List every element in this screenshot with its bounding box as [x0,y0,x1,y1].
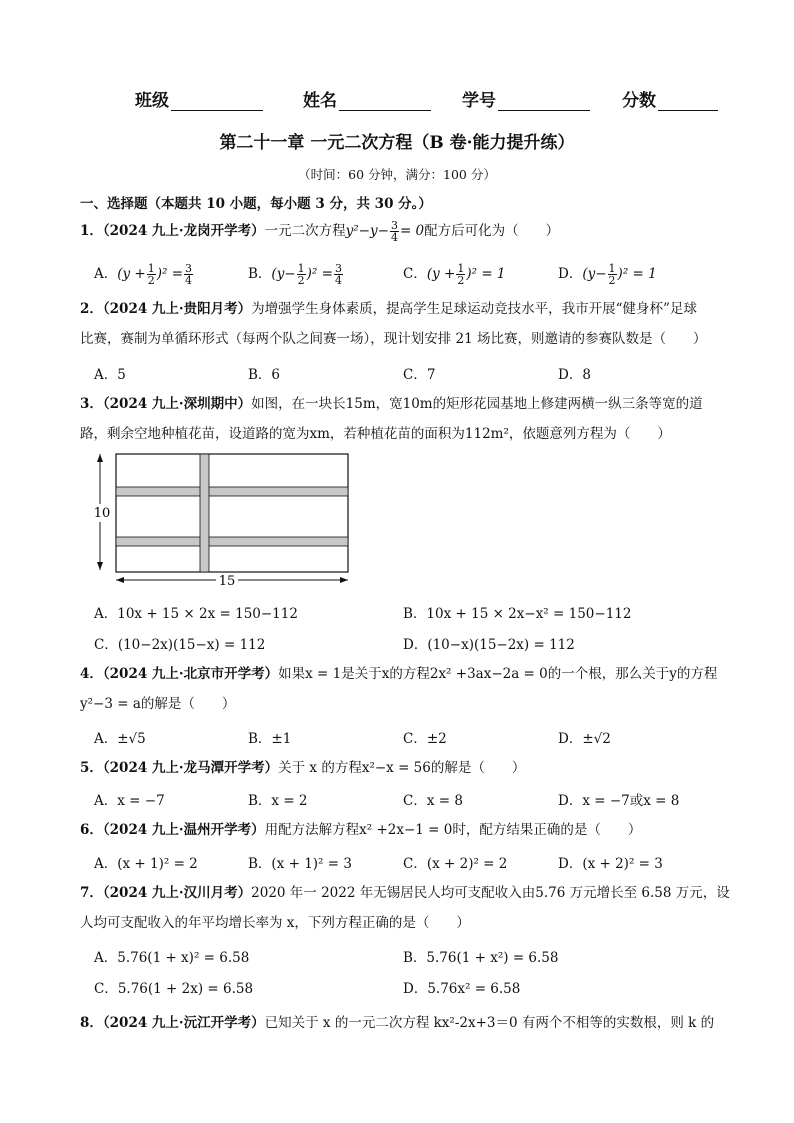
question-stem-line2: 人均可支配收入的年平均增长率为 x，下列方程正确的是（ ） [80,915,470,931]
garden-rectangle [116,454,348,572]
question-5: 5．（2024 九上·龙马潭开学考）关于 x 的方程x²−x = 56的解是（ ） [80,760,526,776]
question-source: （2024 九上·龙岗开学考） [102,223,265,239]
garden-figure [88,450,358,590]
option-b[interactable]: B．x = 2 [248,793,308,809]
question-stem-tail: 配方后可化为（ ） [424,223,560,239]
question-stem: 用配方法解方程x² +2x−1 = 0时，配方结果正确的是（ ） [264,822,642,838]
option-c[interactable]: C．(10−2x)(15−x) = 112 [94,637,266,653]
arrow-left-icon [116,577,124,583]
question-3: 3．（2024 九上·深圳期中）如图，在一块长15m，宽10m的矩形花园基地上修建两横一纵三条等宽的道 路，剩余空地种植花苗，设道路的宽为xm，若种植花苗的面积为112m²，依题意列方程为（ ） [80,396,703,442]
option-a[interactable]: A．(y + $\frac{1}{2}$ )² = $\frac{3}{4}$ [94,262,193,287]
height-label: 10 [93,506,111,521]
question-number: 1． [80,223,103,239]
student-id-blank[interactable] [498,92,590,111]
option-b[interactable]: B．10x + 15 × 2x−x² = 150−112 [403,606,632,622]
fraction: $\frac{3}{4}$ [390,219,398,244]
question-stem: 一元二次方程 [264,223,346,239]
question-8: 8．（2024 九上·沅江开学考）已知关于 x 的一元二次方程 kx²-2x+3＝0 有两个不相等的实数根，则 k 的 [80,1015,715,1031]
horizontal-road-2 [116,537,348,546]
score-field [622,86,718,111]
student-id-field [462,86,590,111]
equation: y²−y− $\frac{3}{4}$ = 0 [345,219,425,244]
question-4: 4．（2024 九上·北京市开学考）如果x = 1是关于x的方程2x² +3ax−2a = 0的一个根，那么关于y的方程 y²−3 = a的解是（ ） [80,666,718,712]
option-b[interactable]: B．(y− $\frac{1}{2}$ )² = $\frac{3}{4}$ [248,262,342,287]
option-b[interactable]: B．6 [248,367,281,383]
vertical-road [200,454,209,572]
question-7: 7．（2024 九上·汉川月考）2020 年一 2022 年无锡居民人均可支配收入由5.76 万元增长至 6.58 万元，设 人均可支配收入的年平均增长率为 x，下列方程正确的是（ ） [80,885,730,931]
horizontal-road-1 [116,487,348,496]
question-stem: 已知关于 x 的一元二次方程 kx²-2x+3＝0 有两个不相等的实数根，则 k 的 [264,1015,715,1031]
question-stem-line2: y²−3 = a的解是（ ） [80,696,236,712]
option-d[interactable]: D．(x + 2)² = 3 [558,856,663,872]
question-6: 6．（2024 九上·温州开学考）用配方法解方程x² +2x−1 = 0时，配方结果正确的是（ ） [80,822,642,838]
option-d[interactable]: D．(10−x)(15−2x) = 112 [403,637,575,653]
question-stem: 如果x = 1是关于x的方程2x² +3ax−2a = 0的一个根，那么关于y的方程 [278,666,718,682]
class-blank[interactable] [171,92,263,111]
class-field [135,86,263,111]
question-stem: 关于 x 的方程x²−x = 56的解是（ ） [278,760,526,776]
student-id-label: 学号 [462,91,496,111]
question-stem-line2: 比赛，赛制为单循环形式（每两个队之间赛一场），现计划安排 21 场比赛，则邀请的参赛队数是（ ） [80,331,707,347]
width-label: 15 [218,574,236,589]
name-label: 姓名 [303,91,337,111]
section-heading: 一、选择题（本题共 10 小题，每小题 3 分，共 30 分。） [80,196,432,212]
option-b[interactable]: B．5.76(1 + x²) = 6.58 [403,950,559,966]
option-d[interactable]: D．8 [558,367,591,383]
option-a[interactable]: A．x = −7 [94,793,165,809]
option-c[interactable]: C．5.76(1 + 2x) = 6.58 [94,981,254,997]
arrow-right-icon [340,577,348,583]
page-subtitle: （时间：60 分钟，满分：100 分） [298,167,496,182]
option-c[interactable]: C．±2 [403,731,447,747]
option-d[interactable]: D．x = −7或x = 8 [558,793,680,809]
option-b[interactable]: B．±1 [248,731,292,747]
score-label: 分数 [622,91,656,111]
question-stem: 如图，在一块长15m，宽10m的矩形花园基地上修建两横一纵三条等宽的道 [251,396,703,412]
page-title: 第二十一章 一元二次方程（B 卷·能力提升练） [219,133,575,153]
option-a[interactable]: A．5 [94,367,126,383]
name-field [303,86,431,111]
option-d[interactable]: D．±√2 [558,731,611,747]
option-a[interactable]: A．5.76(1 + x)² = 6.58 [94,950,250,966]
option-c[interactable]: C．7 [403,367,436,383]
class-label: 班级 [135,91,169,111]
option-c[interactable]: C．(x + 2)² = 2 [403,856,508,872]
question-stem: 2020 年一 2022 年无锡居民人均可支配收入由5.76 万元增长至 6.58 万元，设 [251,885,730,901]
arrow-down-icon [97,562,103,570]
option-c[interactable]: C．(y + $\frac{1}{2}$ )² = 1 [403,262,506,287]
option-a[interactable]: A．(x + 1)² = 2 [94,856,198,872]
question-2: 2．（2024 九上·贵阳月考）为增强学生身体素质，提高学生足球运动竞技水平，我市开展“健身杯”足球 比赛，赛制为单循环形式（每两个队之间赛一场），现计划安排 21 场比赛，则邀请的参赛队数是（ ） [80,301,707,347]
name-blank[interactable] [339,92,431,111]
option-c[interactable]: C．x = 8 [403,793,463,809]
option-d[interactable]: D．5.76x² = 6.58 [403,981,521,997]
question-stem: 为增强学生身体素质，提高学生足球运动竞技水平，我市开展“健身杯”足球 [251,301,697,317]
student-info-fields [0,86,794,110]
arrow-up-icon [97,454,103,462]
option-d[interactable]: D．(y− $\frac{1}{2}$ )² = 1 [558,262,657,287]
option-a[interactable]: A．10x + 15 × 2x = 150−112 [94,606,298,622]
question-1 [80,220,559,243]
score-blank[interactable] [658,92,718,111]
question-stem-line2: 路，剩余空地种植花苗，设道路的宽为xm，若种植花苗的面积为112m²，依题意列方程为（ ） [80,426,671,442]
option-a[interactable]: A．±√5 [94,731,146,747]
option-b[interactable]: B．(x + 1)² = 3 [248,856,352,872]
